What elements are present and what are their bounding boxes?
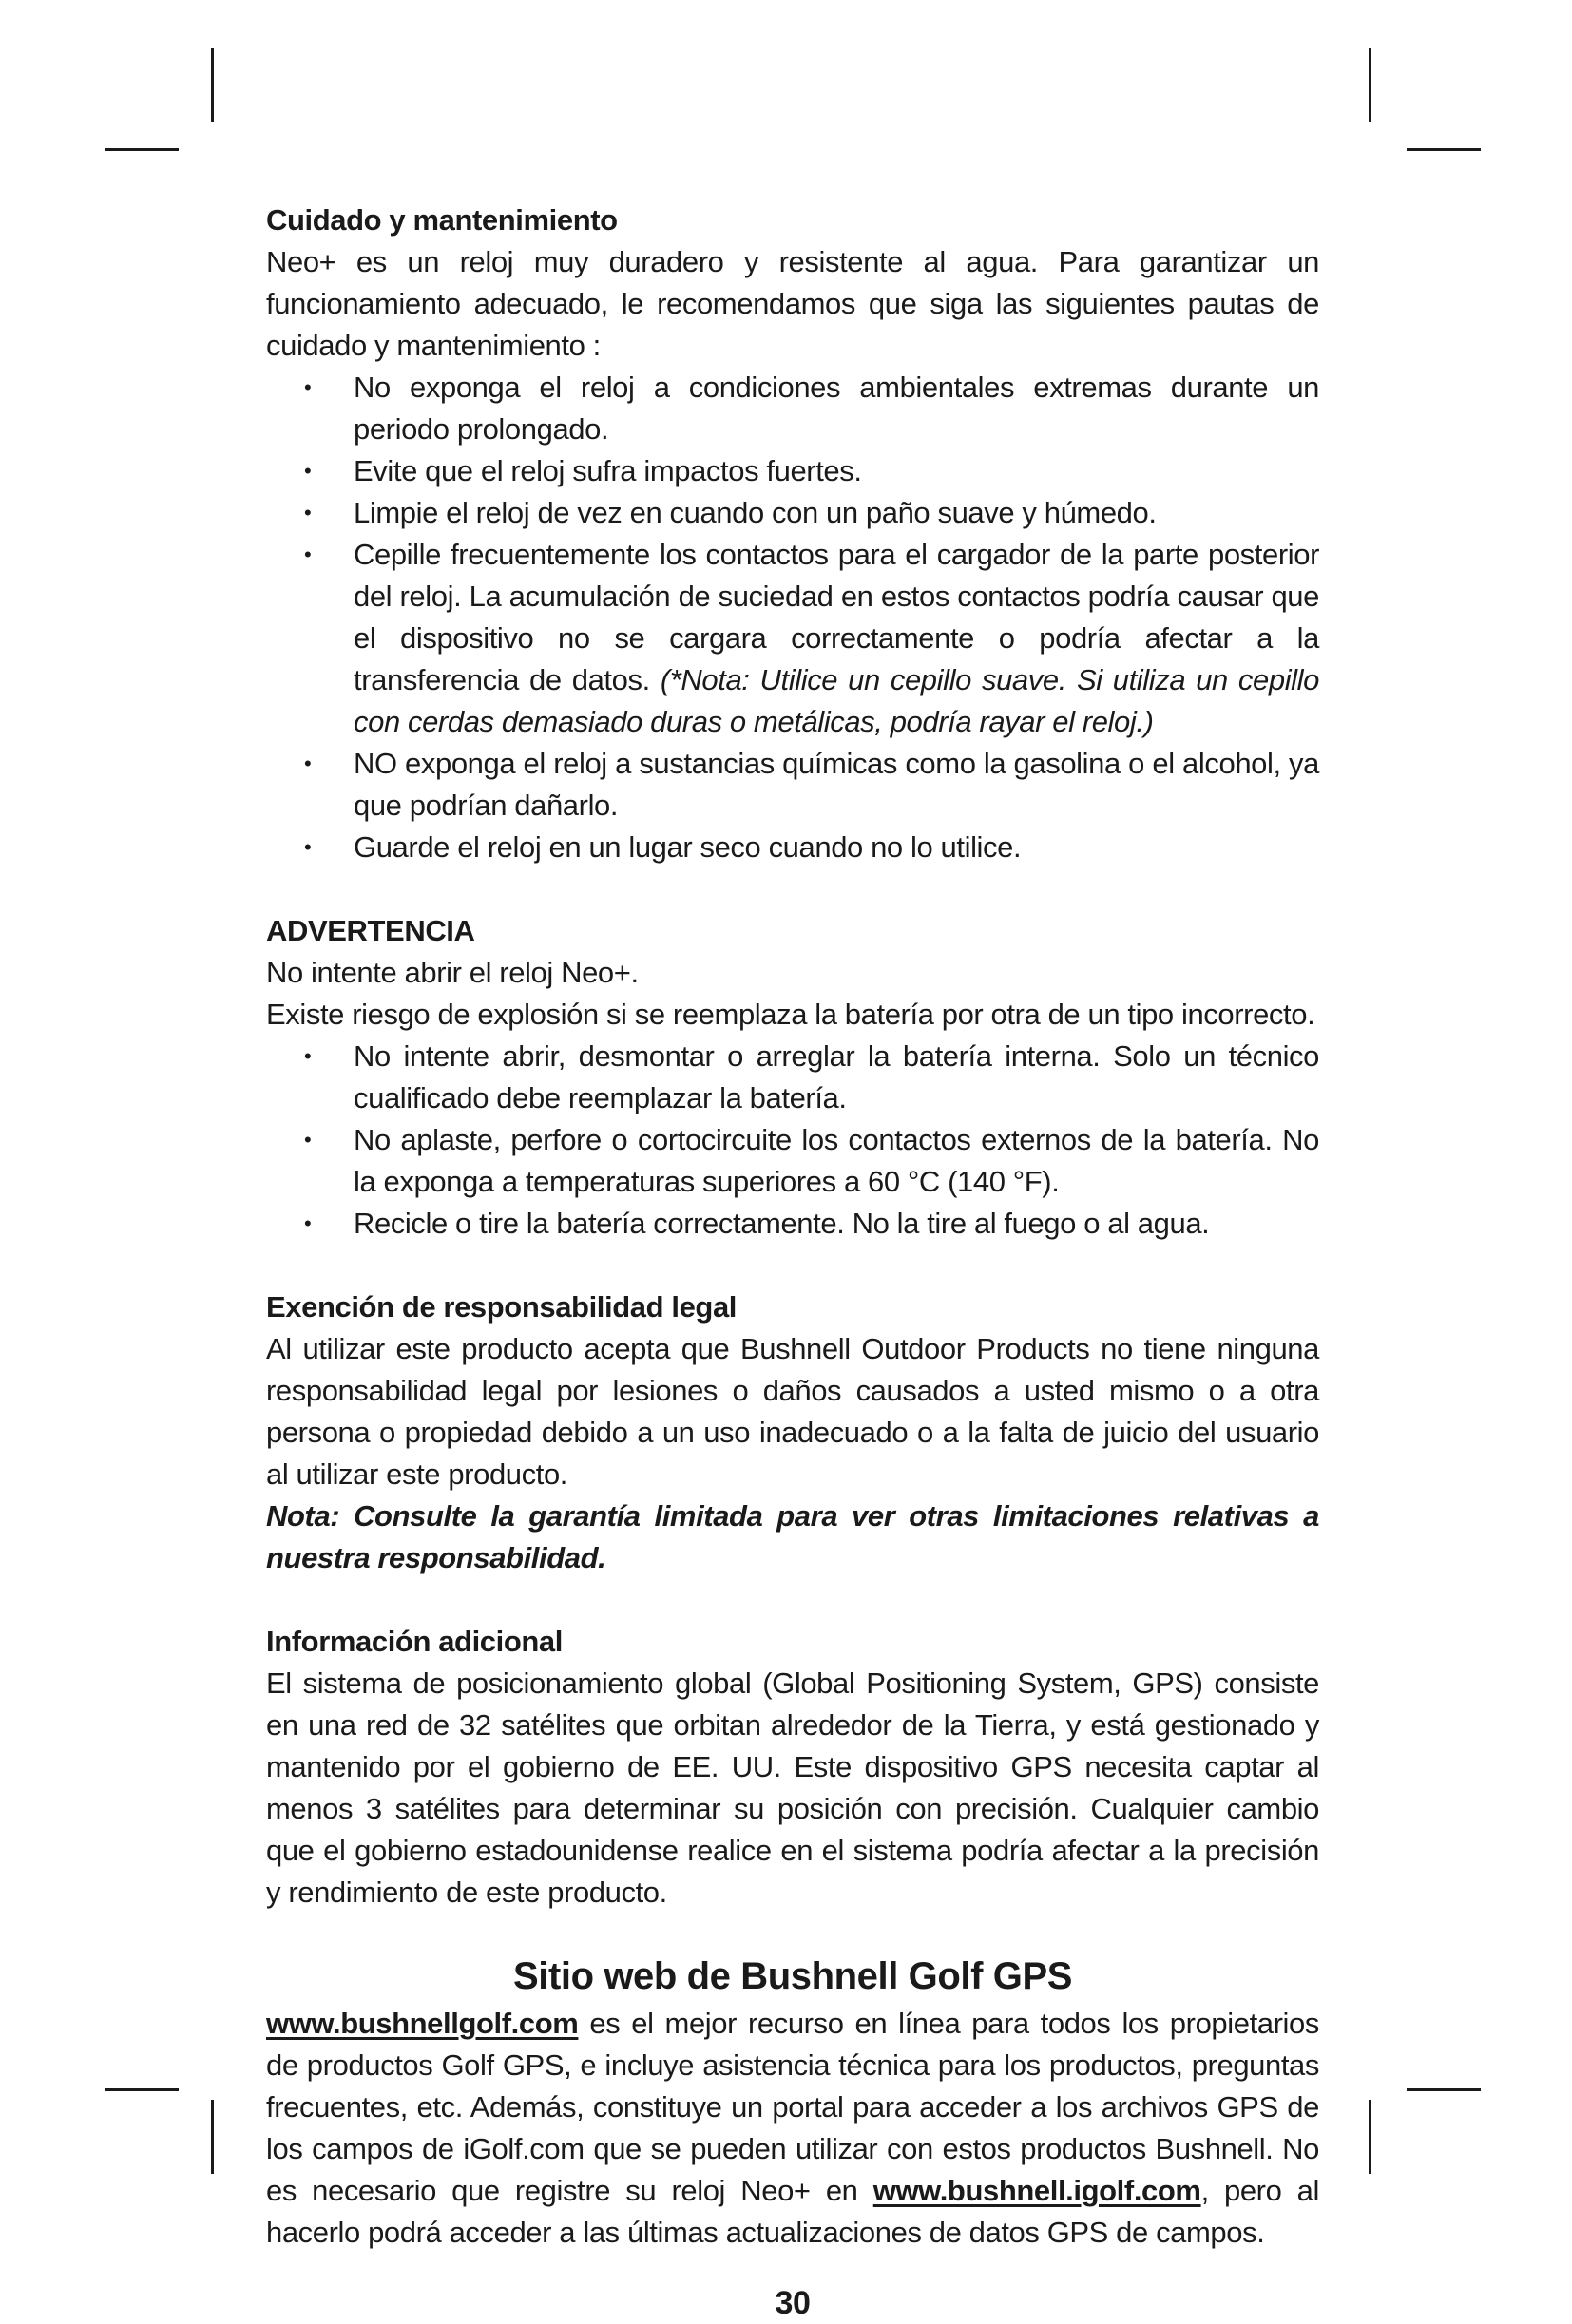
page-number: 30 <box>775 2285 811 2321</box>
crop-mark <box>105 2088 179 2091</box>
crop-mark <box>1407 148 1481 151</box>
care-item-note: (*Nota: Utilice un cepillo suave. Si utiliza un cepillo con cerdas demasiado duras o metálicas, podría rayar el reloj.) <box>354 663 1319 738</box>
list-item: • Evite que el reloj sufra impactos fuertes. <box>354 450 1319 492</box>
spacer <box>266 1914 1319 1950</box>
list-item: • Guarde el reloj en un lugar seco cuando no lo utilice. <box>354 827 1319 868</box>
list-item: • No intente abrir, desmontar o arreglar la batería interna. Solo un técnico cualificado debe reemplazar la batería. <box>354 1036 1319 1119</box>
warning-list <box>266 1036 1319 1245</box>
list-item: • No aplaste, perfore o cortocircuite los contactos externos de la batería. No la exponga a temperaturas superiores a 60 °C (140 °F). <box>354 1119 1319 1203</box>
list-item: • No exponga el reloj a condiciones ambientales extremas durante un periodo prolongado. <box>354 367 1319 450</box>
website-text: es el mejor recurso en línea para todos los propietarios de productos Golf GPS, e incluye asistencia técnica para los productos, preguntas frecuentes, etc. Además, constituye un portal para acceder a los archivos GPS de los campos de iGolf.com que se pueden utilizar con estos productos Bushnell. No es necesario que registre su reloj Neo+ en <box>266 2007 1319 2207</box>
warning-line: No intente abrir el reloj Neo+. <box>266 956 639 989</box>
disclaimer-note: Nota: Consulte la garantía limitada para ver otras limitaciones relativas a nuestra responsabilidad. <box>266 1499 1319 1574</box>
spacer <box>266 1579 1319 1621</box>
spacer <box>266 868 1319 910</box>
list-item: • Limpie el reloj de vez en cuando con un paño suave y húmedo. <box>354 492 1319 534</box>
crop-mark <box>211 2100 214 2174</box>
igolf-link[interactable]: www.bushnell.igolf.com <box>872 2174 1201 2207</box>
crop-mark <box>1369 2100 1371 2174</box>
document-page <box>266 200 1319 2324</box>
list-item: • Recicle o tire la batería correctamente. No la tire al fuego o al agua. <box>354 1203 1319 1245</box>
additional-heading: Información adicional <box>266 1625 563 1658</box>
disclaimer-heading: Exención de responsabilidad legal <box>266 1290 738 1324</box>
website-heading: Sitio web de Bushnell Golf GPS <box>512 1955 1073 1997</box>
bushnellgolf-link[interactable]: www.bushnellgolf.com <box>266 2007 579 2040</box>
warning-heading: ADVERTENCIA <box>266 914 475 947</box>
care-heading: Cuidado y mantenimiento <box>266 203 618 237</box>
crop-mark <box>211 48 214 122</box>
spacer <box>266 1245 1319 1286</box>
list-item: • NO exponga el reloj a sustancias químicas como la gasolina o el alcohol, ya que podrían dañarlo. <box>354 743 1319 827</box>
care-list <box>266 367 1319 868</box>
crop-mark <box>1407 2088 1481 2091</box>
care-intro: Neo+ es un reloj muy duradero y resistente al agua. Para garantizar un funcionamiento adecuado, le recomendamos que siga las siguientes pautas de cuidado y mantenimiento : <box>266 245 1319 362</box>
website-body <box>266 2003 1319 2254</box>
website-text: , pero al hacerlo podrá acceder a las últimas actualizaciones de datos GPS de campos. <box>266 2174 1319 2249</box>
additional-body: El sistema de posicionamiento global (Global Positioning System, GPS) consiste en una red de 32 satélites que orbitan alrededor de la Tierra, y está gestionado y mantenido por el gobierno de EE. UU. Este dispositivo GPS necesita captar al menos 3 satélites para determinar su posición con precisión. Cualquier cambio que el gobierno estadounidense realice en el sistema podría afectar a la precisión y rendimiento de este producto. <box>266 1667 1319 1909</box>
crop-mark <box>1369 48 1371 122</box>
warning-line: Existe riesgo de explosión si se reemplaza la batería por otra de un tipo incorrecto. <box>266 998 1315 1031</box>
list-item <box>354 534 1319 743</box>
crop-mark <box>105 148 179 151</box>
care-item-text: Cepille frecuentemente los contactos para el cargador de la parte posterior del reloj. La acumulación de suciedad en estos contactos podría causar que el dispositivo no se cargara correctamente o podría afectar a la transferencia de datos. <box>354 538 1319 696</box>
disclaimer-body: Al utilizar este producto acepta que Bushnell Outdoor Products no tiene ninguna responsabilidad legal por lesiones o daños causados a usted mismo o a otra persona o propiedad debido a un uso inadecuado o a la falta de juicio del usuario al utilizar este producto. <box>266 1332 1319 1491</box>
